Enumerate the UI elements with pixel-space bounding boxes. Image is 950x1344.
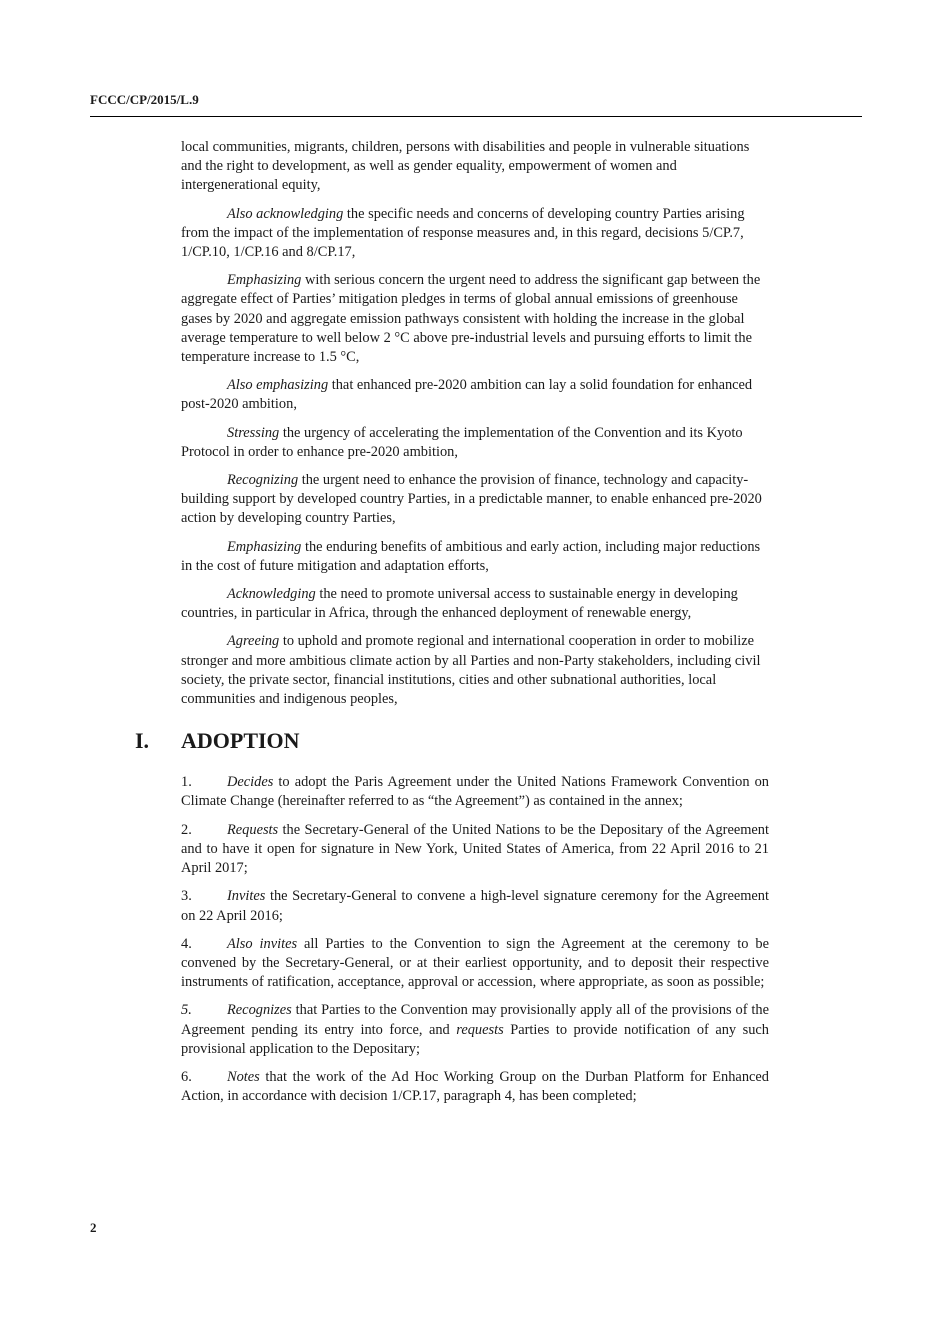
preamble-text: the urgent need to enhance the provision of finance, technology and capacity-building support by developed country Parties, in a predictable manner, to enable enhanced pre-2020 action by developing country Parties, <box>181 472 762 527</box>
preamble-text: the specific needs and concerns of developing country Parties arising from the impact of the implementation of response measures and, in this regard, decisions 5/CP.7, 1/CP.10, 1/CP.16 and 8/CP.17, <box>181 205 745 261</box>
preamble-paragraph <box>181 538 769 576</box>
operative-text: the Secretary-General to convene a high-level signature ceremony for the Agreement on 22 April 2016; <box>181 888 769 924</box>
preamble-text: local communities, migrants, children, persons with disabilities and people in vulnerable situations and the right to development, as well as gender equality, empowerment of women and intergenerational equity, <box>181 139 750 194</box>
preamble-paragraph <box>181 471 769 529</box>
section-number: I. <box>135 728 150 754</box>
section-title: ADOPTION <box>181 728 300 754</box>
preamble-text: with serious concern the urgent need to address the significant gap between the aggregate effect of Parties’ mitigation pledges in terms of global annual emissions of greenhouse gases by 2020 and aggregate emission pathways consistent with holding the increase in the global average temperature to well below 2 °C above pre-industrial levels and pursuing efforts to limit the temperature increase to 1.5 °C, <box>181 272 761 366</box>
operative-paragraph <box>181 887 769 925</box>
operative-lead: Decides <box>227 774 274 791</box>
operative-lead: Notes <box>227 1068 260 1085</box>
paragraph-number: 6. <box>181 1068 192 1085</box>
operative-text: the Secretary-General of the United Nations to be the Depositary of the Agreement and to have it open for signature in New York, United States of America, from 22 April 2016 to 21 April 2017; <box>181 821 769 877</box>
preamble-lead: Also acknowledging <box>227 205 344 222</box>
preamble-paragraph <box>181 138 769 196</box>
operative-paragraph <box>181 1068 769 1106</box>
preamble-text: the enduring benefits of ambitious and early action, including major reductions in the cost of future mitigation and adaptation efforts, <box>181 538 761 574</box>
operative-text: that Parties to the Convention may provisionally apply all of the provisions of the Agreement pending its entry into force, and <box>181 1002 769 1038</box>
paragraph-number: 3. <box>181 888 192 905</box>
operative-text-secondary: Parties to provide notification of any such provisional application to the Depositary; <box>181 1021 769 1057</box>
operative-lead: Invites <box>227 888 266 905</box>
preamble-lead: Recognizing <box>227 472 299 489</box>
document-body <box>135 138 769 1115</box>
paragraph-number: 5. <box>181 1002 192 1019</box>
operative-lead: Requests <box>227 821 279 838</box>
paragraph-number: 2. <box>181 821 192 838</box>
preamble-lead: Stressing <box>227 424 280 441</box>
preamble-paragraph <box>181 271 769 367</box>
operative-lead: Recognizes <box>227 1002 292 1019</box>
operative-paragraph <box>181 821 769 879</box>
preamble-text: the urgency of accelerating the implementation of the Convention and its Kyoto Protocol in order to enhance pre-2020 ambition, <box>181 424 743 460</box>
operative-text: that the work of the Ad Hoc Working Group on the Durban Platform for Enhanced Action, in accordance with decision 1/CP.17, paragraph 4, has been completed; <box>181 1068 769 1105</box>
preamble-paragraph <box>181 376 769 414</box>
preamble-text: to uphold and promote regional and international cooperation in order to mobilize stronger and more ambitious climate action by all Parties and non-Party stakeholders, including civil society, the private sector, financial institutions, cities and other subnational authorities, local communities and indigenous peoples, <box>181 633 761 708</box>
page-number: 2 <box>90 1220 97 1235</box>
preamble-lead: Also emphasizing <box>227 377 329 394</box>
document-symbol: FCCC/CP/2015/L.9 <box>90 92 199 107</box>
preamble-lead: Acknowledging <box>227 586 316 603</box>
preamble-paragraph <box>181 205 769 263</box>
operative-lead: Also invites <box>227 935 298 952</box>
operative-paragraph <box>181 935 769 993</box>
preamble-lead: Emphasizing <box>227 538 302 555</box>
operative-lead-secondary: requests <box>456 1021 504 1038</box>
paragraph-number: 4. <box>181 935 192 952</box>
operative-paragraph <box>181 773 769 811</box>
preamble-lead: Emphasizing <box>227 272 302 289</box>
paragraph-number: 1. <box>181 774 192 791</box>
operative-text: to adopt the Paris Agreement under the United Nations Framework Convention on Climate Change (hereinafter referred to as “the Agreement”) as contained in the annex; <box>181 774 769 810</box>
preamble-paragraph <box>181 632 769 709</box>
preamble-paragraph <box>181 585 769 623</box>
operative-text: all Parties to the Convention to sign the Agreement at the ceremony to be convened by the Secretary-General, or at their earliest opportunity, and to deposit their respective instruments of ratification, acceptance, approval or accession, where appropriate, as soon as possible; <box>181 935 769 991</box>
preamble-lead: Agreeing <box>227 633 280 650</box>
preamble-text: that enhanced pre-2020 ambition can lay a solid foundation for enhanced post-2020 ambition, <box>181 377 753 413</box>
header-rule <box>90 116 862 117</box>
preamble-text: the need to promote universal access to sustainable energy in developing countries, in particular in Africa, through the enhanced deployment of renewable energy, <box>181 586 738 622</box>
preamble-paragraph <box>181 424 769 462</box>
operative-paragraph <box>181 1001 769 1059</box>
section-heading <box>135 728 769 759</box>
